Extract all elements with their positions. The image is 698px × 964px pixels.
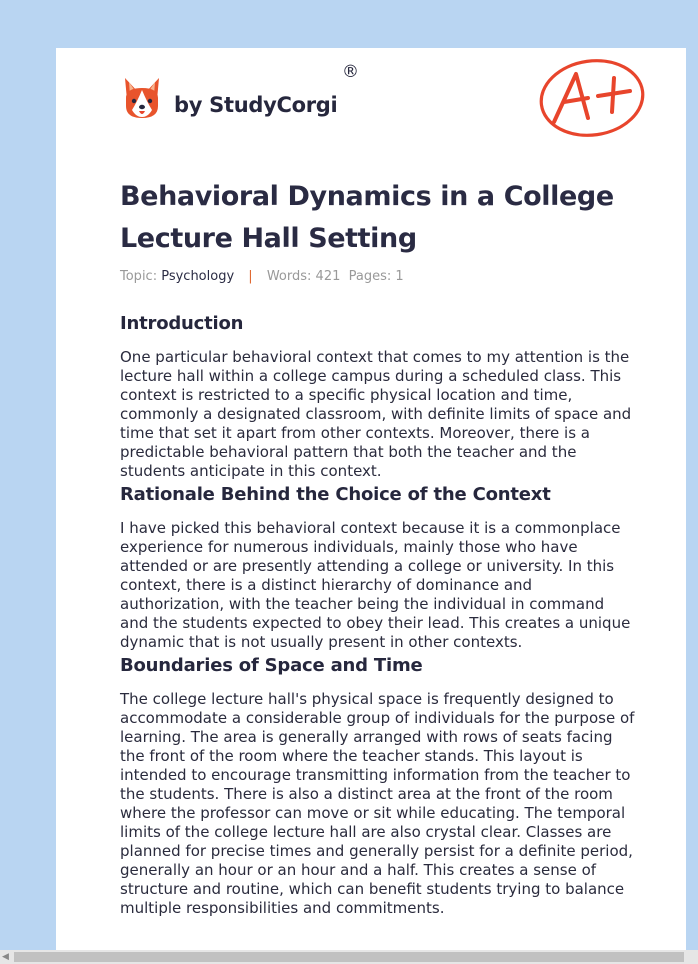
pages-label: Pages:	[348, 269, 392, 284]
document-meta	[120, 269, 404, 284]
brand-logo[interactable]	[122, 76, 337, 122]
section-heading: Rationale Behind the Choice of the Context	[120, 484, 551, 505]
brand-name: by StudyCorgi	[174, 93, 338, 117]
topic-link[interactable]: Psychology	[161, 269, 235, 284]
section-introduction	[120, 310, 636, 481]
scroll-left-arrow-icon[interactable]: ◀	[2, 952, 9, 962]
section-heading: Introduction	[120, 313, 244, 334]
words-label: Words:	[266, 269, 312, 284]
section-heading: Boundaries of Space and Time	[120, 655, 423, 676]
pages-value: 1	[395, 269, 404, 284]
section-boundaries	[120, 652, 636, 918]
document-page	[56, 48, 686, 950]
registered-mark: ®	[342, 62, 359, 82]
topic-label: Topic:	[120, 269, 158, 284]
corgi-icon	[122, 76, 162, 122]
page-title: Behavioral Dynamics in a College Lecture Hall Setting	[120, 181, 614, 254]
meta-separator: |	[248, 269, 253, 284]
section-paragraph: The college lecture hall's physical space is frequently designed to accommodate a considerable group of individuals for the purpose of learning. The area is generally arranged with rows of seats facing the front of the room where the teacher stands. This layout is intended to encourage transmitting information from the teacher to the students. There is also a distinct area at the front of the room where the professor can move or sit while educating. The temporal limits of the college lecture hall are also crystal clear. Classes are planned for precise times and generally persist for a definite period, generally an hour or an hour and a half. This creates a sense of structure and routine, which can benefit students trying to balance multiple responsibilities and commitments.	[120, 690, 635, 917]
section-paragraph: I have picked this behavioral context because it is a commonplace experience for numerous individuals, mainly those who have attended or are presently attending a college or university. In this context, there is a distinct hierarchy of dominance and authorization, with the teacher being the individual in command and the students expected to obey their lead. This creates a unique dynamic that is not usually present in other contexts.	[120, 519, 631, 651]
words-value: 421	[315, 269, 341, 284]
section-paragraph: One particular behavioral context that comes to my attention is the lecture hall within a college campus during a scheduled class. This context is restricted to a specific physical location and time, commonly a designated classroom, with definite limits of space and time that set it apart from other contexts. Moreover, there is a predictable behavioral pattern that both the teacher and the students anticipate in this context.	[120, 348, 632, 480]
scrollbar-thumb[interactable]	[14, 952, 684, 962]
horizontal-scrollbar[interactable]	[0, 950, 698, 964]
section-rationale	[120, 481, 636, 652]
grade-a-plus-icon	[538, 58, 648, 138]
document-body	[120, 310, 636, 918]
